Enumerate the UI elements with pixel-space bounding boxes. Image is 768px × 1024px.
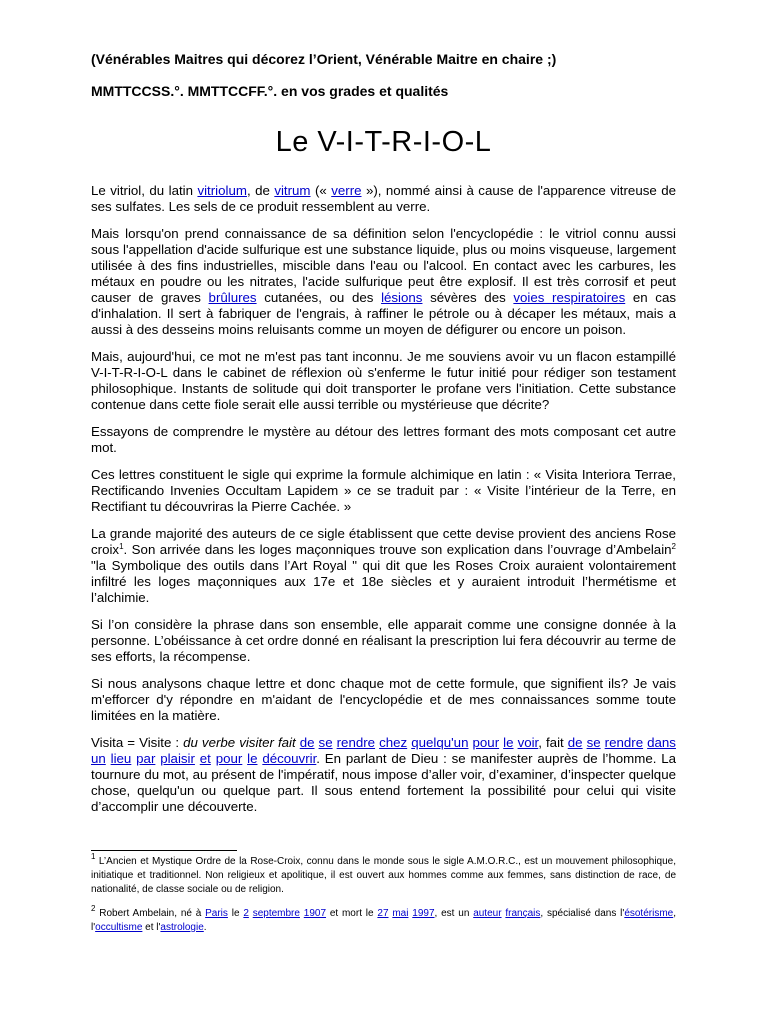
link-year[interactable]: 1907 [303,908,327,919]
footnotes [91,852,676,945]
text: . En parlant de Dieu : se manifester auprès de l’homme. La tournure du mot, au présent de l'impératif, nous impose d’aller voir, d’examiner, d’inspecter quelque chose, quelqu'un ou quelque part. Il sous entend fortement la possibilité pour celui qui visite d’accomplir une découverte. [91,751,677,814]
link-voies-respiratoires[interactable]: voies respiratoires [513,290,626,305]
text: le [227,908,244,919]
link-occultisme[interactable]: occultisme [95,922,143,933]
text: Visita = Visite : [91,735,184,750]
link-word[interactable]: le [247,751,258,766]
text: La grande majorité des auteurs de ce sigle établissent que cette devise provient des anciens Rose croix [91,526,676,557]
link-word[interactable]: et [199,751,211,766]
link-word[interactable]: chez [379,735,408,750]
paragraph-authors [91,526,676,606]
link-word[interactable]: rendre [336,735,376,750]
link-lesions[interactable]: lésions [381,290,423,305]
link-month[interactable]: mai [392,908,409,919]
paragraph-formula: Ces lettres constituent le sigle qui exprime la formule alchimique en latin : « Visita Interiora Terrae, Rectificando Invenies Occultam Lapidem » ce se traduit par : « Visite l’intérieur de la Terre, en Rectifiant tu découvriras la Pierre Cachée. » [91,467,676,514]
text: , de [246,183,275,198]
paragraph-encyclopedia [91,226,676,338]
link-word[interactable]: voir [517,735,539,750]
footnote-ref-2[interactable]: 2 [671,542,676,551]
paragraph-sentence: Si l’on considère la phrase dans son ensemble, elle apparait comme une consigne donnée à la personne. L’obéissance à cet ordre donné en réalisant la prescription lui fera découvrir au terme de ses efforts, la récompense. [91,617,676,664]
footnote-number: 1 [91,852,96,861]
link-year[interactable]: 1997 [412,908,435,919]
text: , l' [91,908,676,933]
link-auteur[interactable]: auteur [473,908,502,919]
link-verre[interactable]: verre [331,183,362,198]
link-word[interactable]: découvrir [262,751,317,766]
link-word[interactable]: un [91,751,106,766]
link-francais[interactable]: français [505,908,541,919]
link-day[interactable]: 2 [243,908,249,919]
link-word[interactable]: pour [215,751,243,766]
footnote-2 [91,904,676,935]
link-brulures[interactable]: brûlures [208,290,257,305]
link-word[interactable]: se [318,735,333,750]
text: Mais lorsqu'on prend connaissance de sa définition selon l'encyclopédie : le vitriol connu aussi sous l'appellation d'acide sulfurique est une substance liquide, plus ou moins visqueuse, largement utilisée à des fins industrielles, miscible dans l'eau ou l'alcool. En contact avec les carbures, les métaux en poudre ou les nitrates, l'acide sulfurique peut être explosif. Il est très corrosif et peut causer de graves [91,226,676,305]
text: (« [310,183,332,198]
document-body [91,183,676,826]
link-esoterisme[interactable]: ésotérisme [624,908,674,919]
text: . Son arrivée dans les loges maçonniques trouve son explication dans l’ouvrage d’Ambelain [123,542,672,557]
text: , fait [538,735,568,750]
text: . [203,922,207,933]
text: "la Symbolique des outils dans l’Art Royal " qui dit que les Roses Croix auraient volontairement infiltré les loges maçonniques aux 17e et 18e siècles et y auraient introduit l’hermétisme et l’alchimie. [91,558,676,605]
paragraph-visita [91,735,676,815]
link-vitrum[interactable]: vitrum [274,183,311,198]
link-word[interactable]: plaisir [160,751,195,766]
text: sévères des [422,290,514,305]
link-word[interactable]: dans [647,735,676,750]
text: cutanées, ou des [256,290,382,305]
link-word[interactable]: pour [472,735,500,750]
text: et mort le [326,908,378,919]
footnote-1 [91,852,676,897]
link-word[interactable]: par [136,751,156,766]
text: , spécialisé dans l' [540,908,625,919]
text: et l' [142,922,161,933]
footnote-separator [91,850,237,851]
link-paris[interactable]: Paris [205,908,228,919]
link-vitriolum[interactable]: vitriolum [197,183,247,198]
text: en cas d'inhalation. Il sert à fabriquer de l'engrais, à raffiner le pétrole ou à décaper les métaux, mais a aussi à des desseins moins reluisants comme un moyen de défigurer ou encore un poison. [91,290,676,337]
italic-text: du verbe visiter fait [183,735,300,750]
link-astrologie[interactable]: astrologie [160,922,204,933]
text: Le vitriol, du latin [91,183,198,198]
link-day[interactable]: 27 [377,908,389,919]
link-word[interactable]: quelqu'un [411,735,469,750]
page-title: Le V-I-T-R-I-O-L [275,126,492,158]
footnote-text: L’Ancien et Mystique Ordre de la Rose-Croix, connu dans le monde sous le sigle A.M.O.R.C., est un mouvement philosophique, initiatique et traditionnel. Non religieux et apolitique, il est ouvert aux hommes comme aux femmes, sans distinction de race, de nationalité, de classe sociale ou de religion. [91,856,676,895]
salutation-line-1: (Vénérables Maitres qui décorez l’Orient, Vénérable Maitre en chaire ;) [91,51,557,67]
text: »), nommé ainsi à cause de l'apparence vitreuse de ses sulfates. Les sels de ce produit ressemblent au verre. [91,183,676,214]
link-month[interactable]: septembre [252,908,300,919]
footnote-number: 2 [91,904,96,913]
paragraph-understand: Essayons de comprendre le mystère au détour des lettres formant des mots composant cet autre mot. [91,424,676,455]
link-word[interactable]: se [586,735,601,750]
paragraph-definition [91,183,676,215]
paragraph-analysis: Si nous analysons chaque lettre et donc chaque mot de cette formule, que signifient ils? Je vais m'efforcer d'y répondre en m'aidant de l'encyclopédie et de mes connaissances somme toute limitées en la matière. [91,676,676,723]
paragraph-memory: Mais, aujourd'hui, ce mot ne m'est pas tant inconnu. Je me souviens avoir vu un flacon estampillé V-I-T-R-I-O-L dans le cabinet de réflexion où s'enferme le futur initié pour rédiger son testament philosophique. Instants de solitude qui doit transporter le profane vers l'initiation. Cette substance contenue dans cette fiole serait elle aussi terrible ou mystérieuse que décrite? [91,349,676,412]
footnote-ref-1[interactable]: 1 [119,542,124,551]
link-word[interactable]: de [567,735,583,750]
link-word[interactable]: lieu [110,751,132,766]
text: , est un [434,908,474,919]
link-word[interactable]: le [503,735,514,750]
text: Robert Ambelain, né à [95,908,206,919]
salutation-line-2: MMTTCCSS.°. MMTTCCFF.°. en vos grades et qualités [91,83,449,99]
link-word[interactable]: de [299,735,315,750]
link-word[interactable]: rendre [604,735,644,750]
